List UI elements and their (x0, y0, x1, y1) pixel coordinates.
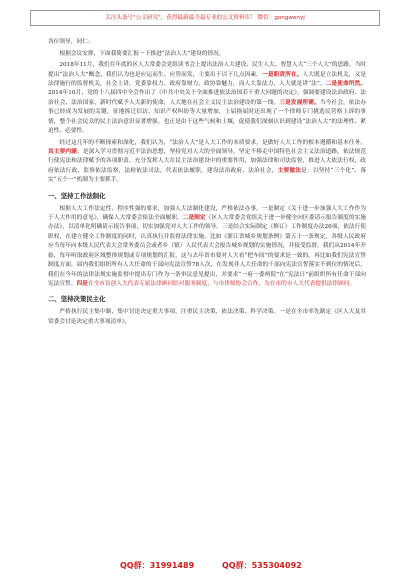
highlight-main-practice: 主要做法 (277, 167, 302, 174)
background-text: 2018年11月，我们在年底的区人大常委会党组读书会上提出法治人大建设、民生人大、智慧人大“三个人大”的思路。当时提出“法治人大”概念，我们认为也是应运而生、应势而发，主要出于以下几点因素。 (48, 62, 366, 78)
footer (0, 560, 408, 574)
duty-text: 人大既是立法机关，又是法律施行的监督机关，社会上讲，党委靠权力、政府靠财力、政协靠魅力，而人大靠法力，人大就是讲“法”。 (48, 71, 366, 87)
qq-group-2: QQ群：535304092 (222, 561, 302, 570)
greeting: 各位领导，同仁： (48, 39, 94, 45)
highlight-two: 二是制定 (182, 215, 206, 222)
highlight-main-connotation: 其主要内涵 (48, 149, 77, 156)
legalization-text-2: 《区人大常委会党组关于进一步健全向区委请示报告制度的实施办法》，以清单化明确请示报告事项，切实加强党对人大工作的领导。 (48, 215, 366, 231)
promo-banner: 关注头条号"公文研究"，获得最新最全最专业的公文资料库！ 微信：gongwenyj (30, 10, 380, 26)
section-heading-2: 二、坚持决策民主化 (48, 295, 106, 304)
highlight-four: 四是 (76, 280, 88, 287)
paragraph-background (48, 61, 366, 136)
highlight-development: 三是发展所需。 (279, 99, 320, 106)
paragraph-connotation (48, 139, 366, 186)
paragraph-legalization (48, 205, 366, 290)
document-body (48, 38, 366, 558)
legalization-text-4: 在全市首创人大代表专属法律顾问结对服务制度，与市律师协会合作，为在市的市人大代表提供法律顾问。 (87, 280, 356, 287)
paragraph-democratization: 严格执行民主集中制，集中讨论决定重大事项，注重民主决策、依法决策、科学决策。一是在全市率先制定《区人大及其常委会讨论决定重大事项清单》， (48, 309, 366, 325)
legalization-text-3: 三是结合实际制定《修订》工作制度办法26项，依法行使职权，在建立健全工作制度的同时，认真执行并监督法律实施。比如《浙江省城乡规划条例》第五十一条规定，各级人民政府应当每年向本级人民代表大会常务委员会或者乡（镇）人民代表大会报告城乡规划的实施情况，并接受监督。我们从2014年开始，每年听取政府区域整体规划或专项规划的汇报，这与去年省市要对人大看“把车间”的要求是一致的。再比如我们宪法宣誓制度方面，届内我们组织所有人大任命的干部向宪法宣誓78人次，在发现非人大任命的干部向宪法宣誓落实不到位的情况后，我们在今年的法律法规实施监督中提出专门作为一条审议意见提出，并要求“一府一委两院”在“宪法日”前组织所有任命干部向宪法宣誓。 (48, 224, 366, 287)
development-text: 当今社会，依法办事已经成为发展的关键，征地拆迁信访、知识产权纠纷等大量增加，上届换届时还出现了一个律师专门挑选民营格上诉的事情，整个社会民众的民主法治意识显著增强。也正是由于这些气候和土壤，促使我们深刻认识到建设“法治人大”的法理性、紧迫性、必要性。 (48, 99, 366, 135)
paragraph-intro: 根据会议安排，下面我简要汇报一下推进“法治人大”建设的情况。 (59, 50, 225, 57)
highlight-duty: 一是职责所在。 (262, 71, 303, 78)
mission-text: 2014年10月，党的十八届四中全会作出了《中共中央关于全面推进依法治国若干重大问题的决定》，强调要建设法治政府、法治社会、法治国家，新时代赋予人大新的使命，人大地在社会主义民主法治建设的第一线。 (48, 90, 366, 106)
connotation-detail: ：是深入学习贯彻习近平法治思想，坚持党对人大的全面领导，坚定不移走中国特色社会主义法治道路，依法规范行使宪法和法律赋予的各项职责，充分发挥人大在民主法治建设中的重要作用，加强法律和司法监督，推进人大依法行权，政府依法行政，监察依法监察，法检依法司法，代表依法履职，建设法治政府、法治社会， (48, 149, 366, 174)
highlight-mission: 二是使命所然。 (325, 81, 366, 87)
practice-text: 是：以坚持“三个化”、落实“五个一”机制为主要抓手。 (48, 167, 366, 184)
section-heading-1: 一、坚持工作法制化 (48, 191, 106, 200)
legalization-text: 根据人大工作法定性、程序性强的要求，加强人大法制化建设，严格依法办事。一是制定《关于进一步加强人大工作作为于人大作用的意见》，确保人大常委会依法全面履职， (48, 205, 366, 222)
qq-group-1: QQ群：31991489 (120, 561, 195, 570)
connotation-text: 经过这几年的不断探索和深化，我们认为，“法治人大”是人大工作的本质要求，是做好人大工作的根本遵循和基本任务， (59, 139, 366, 146)
